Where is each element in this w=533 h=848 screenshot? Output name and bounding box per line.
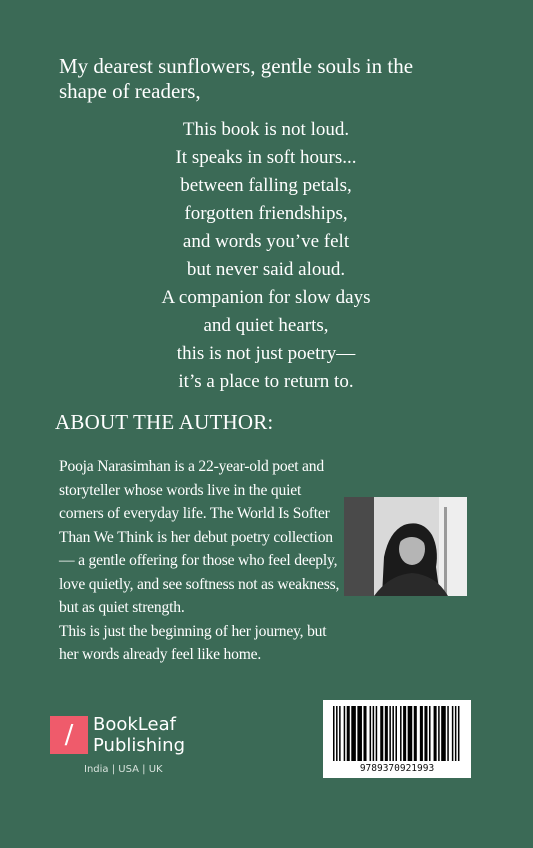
- poem-line: but never said aloud.: [186, 259, 346, 280]
- barcode-bar: [333, 706, 335, 761]
- about-author-heading: ABOUT THE AUTHOR:: [55, 410, 274, 434]
- barcode-bar: [452, 706, 454, 761]
- publisher-logo: [50, 716, 220, 786]
- author-bio: [59, 455, 349, 667]
- poem-line: forgotten friendships,: [184, 203, 348, 224]
- bio-line: her words already feel like home.: [59, 646, 262, 663]
- intro-line: My dearest sunflowers, gentle souls in the: [59, 54, 414, 78]
- blurb-poem: [130, 116, 402, 396]
- bio-line: — a gentle offering for those who feel deeply,: [59, 552, 338, 569]
- barcode-bar: [400, 706, 402, 761]
- barcode-bar: [403, 706, 406, 761]
- poem-line: This book is not loud.: [182, 119, 350, 140]
- barcode-bar: [347, 706, 350, 761]
- barcode-bar: [344, 706, 346, 761]
- barcode-bar: [389, 706, 391, 761]
- author-photo: [344, 497, 467, 596]
- poem-line: it’s a place to return to.: [178, 371, 354, 392]
- bio-line: This is just the beginning of her journey, but: [59, 622, 327, 640]
- barcode-bar: [357, 706, 362, 761]
- poem-line: between falling petals,: [180, 175, 352, 196]
- publisher-name: [93, 714, 185, 756]
- bio-line: Than We Think is her debut poetry collection: [59, 528, 333, 546]
- barcode-bar: [380, 706, 383, 761]
- logo-slash-icon: /: [64, 720, 74, 750]
- barcode-bar: [385, 706, 388, 761]
- barcode-bar: [351, 706, 356, 761]
- barcode-bar: [434, 706, 437, 761]
- bio-line: Pooja Narasimhan is a 22-year-old poet and: [59, 458, 324, 475]
- barcode-bar: [438, 706, 440, 761]
- intro-line: shape of readers,: [59, 79, 201, 103]
- barcode-bar: [408, 706, 413, 761]
- isbn-barcode: [323, 700, 471, 778]
- poem-line: It speaks in soft hours...: [175, 147, 357, 168]
- barcode-bar: [455, 706, 457, 761]
- bio-line: storyteller whose words live in the quiet: [59, 481, 302, 499]
- barcode-bar: [414, 706, 417, 761]
- barcode-bar: [339, 706, 341, 761]
- poem-line: A companion for slow days: [161, 287, 371, 308]
- publisher-name-line1: BookLeaf: [93, 714, 176, 735]
- poem-line: and quiet hearts,: [203, 315, 329, 336]
- barcode-bar: [441, 706, 446, 761]
- poem-line: and words you’ve felt: [182, 231, 350, 252]
- intro-greeting: [59, 54, 479, 104]
- barcode-bars: [333, 706, 461, 761]
- bio-line: love quietly, and see softness not as weakness,: [59, 575, 340, 593]
- bio-line: corners of everyday life. The World Is Softer: [59, 505, 330, 522]
- barcode-bar: [336, 706, 338, 761]
- barcode-bar: [429, 706, 431, 761]
- barcode-bar: [370, 706, 372, 761]
- barcode-bar: [395, 706, 397, 761]
- barcode-bar: [458, 706, 460, 761]
- barcode-bar: [447, 706, 449, 761]
- isbn-number: 9789370921993: [359, 763, 435, 774]
- author-photo-image: [344, 497, 467, 596]
- poem-line: this is not just poetry—: [176, 343, 356, 364]
- barcode-bar: [363, 706, 366, 761]
- barcode-bar: [392, 706, 394, 761]
- barcode-bar: [424, 706, 427, 761]
- publisher-name-line2: Publishing: [93, 735, 185, 756]
- barcode-bar: [376, 706, 378, 761]
- bio-line: but as quiet strength.: [59, 599, 185, 616]
- publisher-regions: India | USA | UK: [84, 764, 163, 775]
- barcode-bar: [373, 706, 375, 761]
- barcode-bar: [420, 706, 423, 761]
